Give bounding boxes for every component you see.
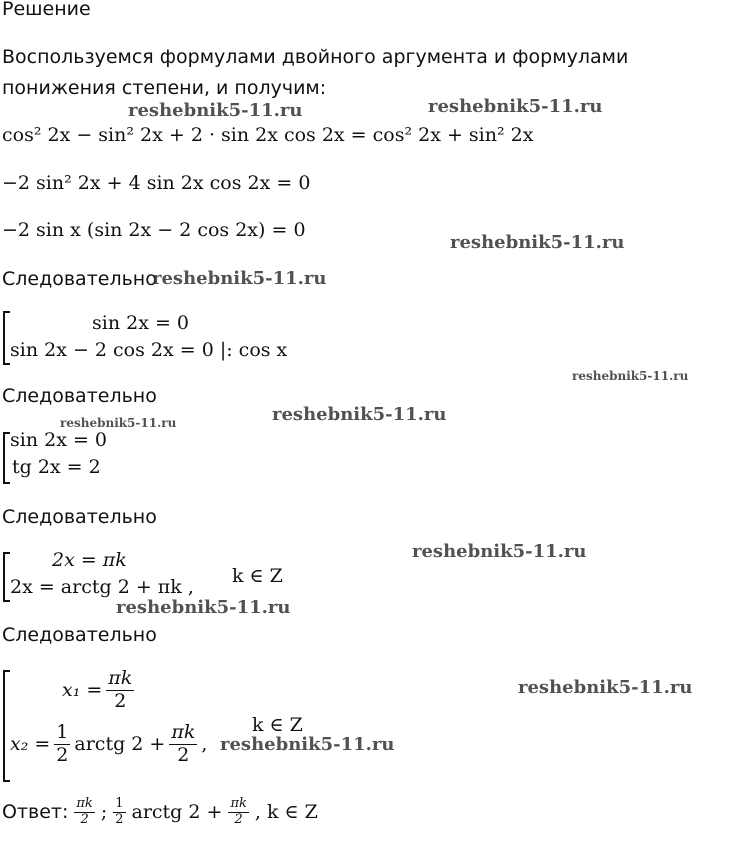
x2-denominator: 2 — [177, 743, 190, 766]
answer-label: Ответ: — [2, 801, 69, 824]
intro-paragraph: Воспользуемся формулами двойного аргумента и формулами понижения степени, и получим: — [2, 46, 629, 99]
watermark: reshebnik5-11.ru — [152, 268, 327, 289]
system-2-bracket — [3, 432, 10, 484]
watermark: reshebnik5-11.ru — [572, 369, 689, 383]
system-3-condition: k ∈ Z — [232, 565, 283, 587]
answer-b-numerator: 1 — [115, 796, 124, 811]
consequently-label-3: Следовательно — [2, 506, 157, 528]
watermark: reshebnik5-11.ru — [272, 404, 447, 425]
x2-tail: , — [201, 733, 208, 756]
x2-middle: arctg 2 + — [74, 733, 166, 756]
consequently-label-2: Следовательно — [2, 385, 157, 407]
system-4-condition: k ∈ Z — [252, 714, 303, 736]
watermark: reshebnik5-11.ru — [220, 734, 395, 755]
watermark: reshebnik5-11.ru — [116, 597, 291, 618]
system-4-line-1 — [62, 668, 134, 713]
x2-lhs: x₂ = — [10, 733, 51, 756]
answer-middle: arctg 2 + — [131, 801, 223, 824]
equation-2: −2 sin² 2x + 4 sin 2x cos 2x = 0 — [2, 172, 311, 194]
watermark: reshebnik5-11.ru — [128, 100, 303, 121]
system-3-line-2: 2x = arctg 2 + πk , — [10, 576, 194, 598]
equation-1: cos² 2x − sin² 2x + 2 · sin 2x cos 2x = cos² 2x + sin² 2x — [2, 124, 534, 146]
watermark: reshebnik5-11.ru — [60, 416, 177, 430]
half-fraction — [54, 722, 70, 767]
system-4-bracket — [3, 670, 10, 782]
x1-lhs: x₁ = — [62, 679, 103, 702]
page-heading: Решение — [2, 0, 91, 20]
system-2-line-2: tg 2x = 2 — [12, 456, 101, 478]
watermark: reshebnik5-11.ru — [412, 541, 587, 562]
system-2-line-1: sin 2x = 0 — [10, 429, 107, 451]
answer-frac-c — [228, 797, 248, 828]
answer-tail: , k ∈ Z — [254, 801, 318, 824]
answer-c-denominator: 2 — [234, 811, 243, 827]
system-3-bracket — [3, 552, 10, 602]
system-1-line-1: sin 2x = 0 — [92, 312, 189, 334]
system-3-line-1: 2x = πk — [52, 549, 127, 571]
equation-3: −2 sin x (sin 2x − 2 cos 2x) = 0 — [2, 219, 306, 241]
watermark: reshebnik5-11.ru — [518, 677, 693, 698]
watermark: reshebnik5-11.ru — [450, 232, 625, 253]
half-numerator: 1 — [56, 721, 69, 743]
answer-c-numerator: πk — [230, 796, 247, 811]
x2-fraction — [169, 722, 197, 767]
answer-separator: ; — [100, 801, 108, 824]
watermark: reshebnik5-11.ru — [428, 96, 603, 117]
answer-b-denominator: 2 — [115, 811, 124, 827]
x1-denominator: 2 — [114, 689, 127, 712]
system-1-line-2: sin 2x − 2 cos 2x = 0 |: cos x — [10, 339, 288, 361]
answer-frac-a — [74, 797, 94, 828]
answer-frac-b — [113, 797, 125, 828]
x1-fraction — [106, 668, 134, 713]
answer-line — [2, 797, 318, 828]
x2-numerator: πk — [171, 721, 196, 743]
system-4-line-2 — [10, 722, 207, 767]
consequently-label-1: Следовательно — [2, 268, 157, 290]
answer-a-numerator: πk — [76, 796, 93, 811]
consequently-label-4: Следовательно — [2, 624, 157, 646]
half-denominator: 2 — [56, 743, 69, 766]
system-1-bracket — [3, 311, 10, 365]
answer-a-denominator: 2 — [80, 811, 89, 827]
x1-numerator: πk — [108, 667, 133, 689]
